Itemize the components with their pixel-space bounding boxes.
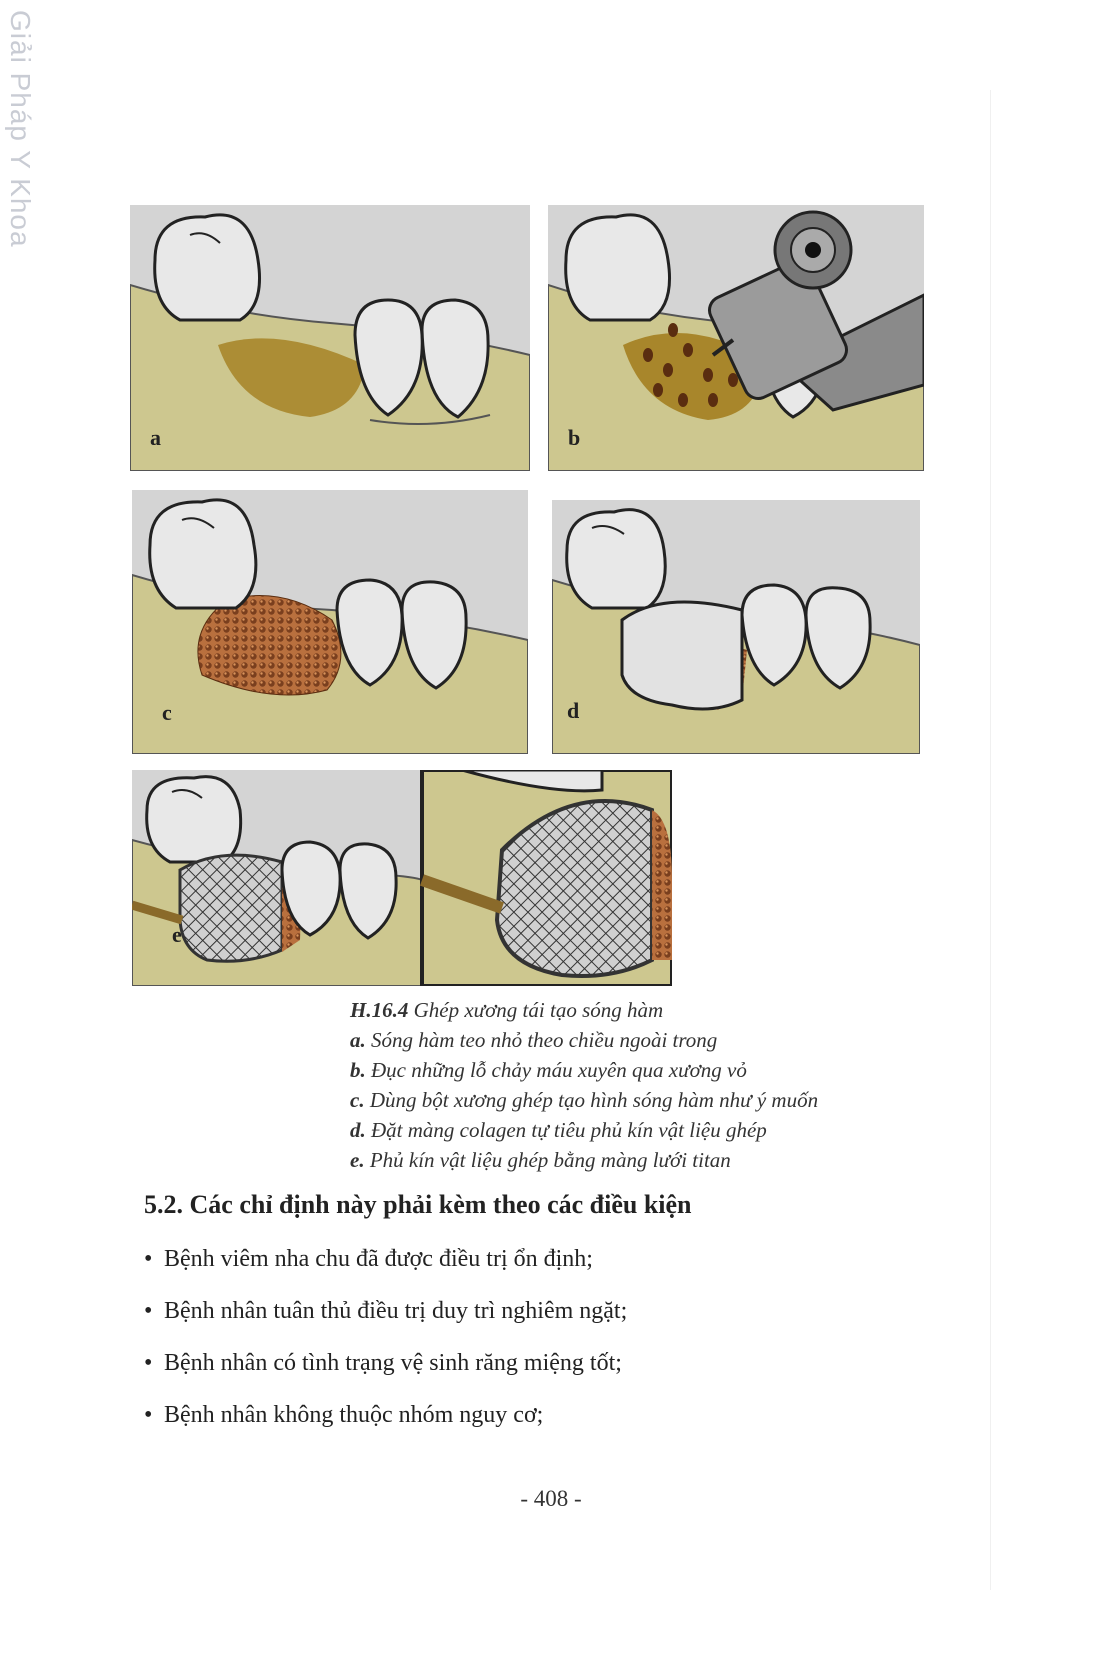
panel-label-b: b: [568, 425, 581, 450]
collagen-membrane: [622, 602, 742, 709]
list-item: • Bệnh nhân tuân thủ điều trị duy trì nghiêm ngặt;: [144, 1298, 628, 1324]
caption-title: H.16.4 Ghép xương tái tạo sóng hàm: [350, 998, 664, 1022]
page-edge-line: [990, 90, 991, 1590]
molar-tooth: [147, 777, 241, 862]
panel-label-a: a: [150, 425, 161, 450]
molar-tooth: [155, 215, 260, 320]
section-heading: 5.2. Các chỉ định này phải kèm theo các điều kiện: [144, 1190, 692, 1219]
conditions-list: [144, 1244, 627, 1452]
list-item: • Bệnh nhân không thuộc nhóm nguy cơ;: [144, 1402, 544, 1428]
figure-caption: [350, 995, 950, 1175]
figure-panel-e: [132, 770, 672, 986]
figure-panel-a: [130, 205, 530, 471]
molar-tooth: [150, 500, 256, 608]
list-item: • Bệnh viêm nha chu đã được điều trị ổn định;: [144, 1246, 593, 1272]
caption-line-b: b. Đục những lỗ chảy máu xuyên qua xương vỏ: [350, 1058, 747, 1082]
caption-line-c: c. Dùng bột xương ghép tạo hình sóng hàm như ý muốn: [350, 1088, 819, 1112]
figure-panel-c: [132, 490, 528, 754]
bullet-icon: •: [144, 1350, 153, 1376]
panel-label-d: d: [567, 698, 580, 723]
molar-tooth: [566, 215, 670, 320]
titanium-mesh: [180, 855, 282, 961]
zoom-inset: [422, 770, 672, 986]
molar-tooth: [567, 510, 666, 608]
figure-panel-b: [548, 205, 924, 471]
watermark: Giải Pháp Y Khoa: [5, 10, 36, 248]
caption-line-d: d. Đặt màng colagen tự tiêu phủ kín vật liệu ghép: [350, 1118, 767, 1142]
caption-line-e: e. Phủ kín vật liệu ghép bằng màng lưới titan: [350, 1148, 731, 1172]
list-item: • Bệnh nhân có tình trạng vệ sinh răng miệng tốt;: [144, 1350, 622, 1376]
panel-label-e: e: [172, 922, 182, 947]
panel-label-c: c: [162, 700, 172, 725]
caption-line-a: a. Sóng hàm teo nhỏ theo chiều ngoài trong: [350, 1028, 718, 1052]
bullet-icon: •: [144, 1402, 153, 1428]
bullet-icon: •: [144, 1246, 153, 1272]
bullet-icon: •: [144, 1298, 153, 1324]
figure-panel-d: [552, 500, 920, 754]
page-number: - 408 -: [520, 1486, 582, 1511]
